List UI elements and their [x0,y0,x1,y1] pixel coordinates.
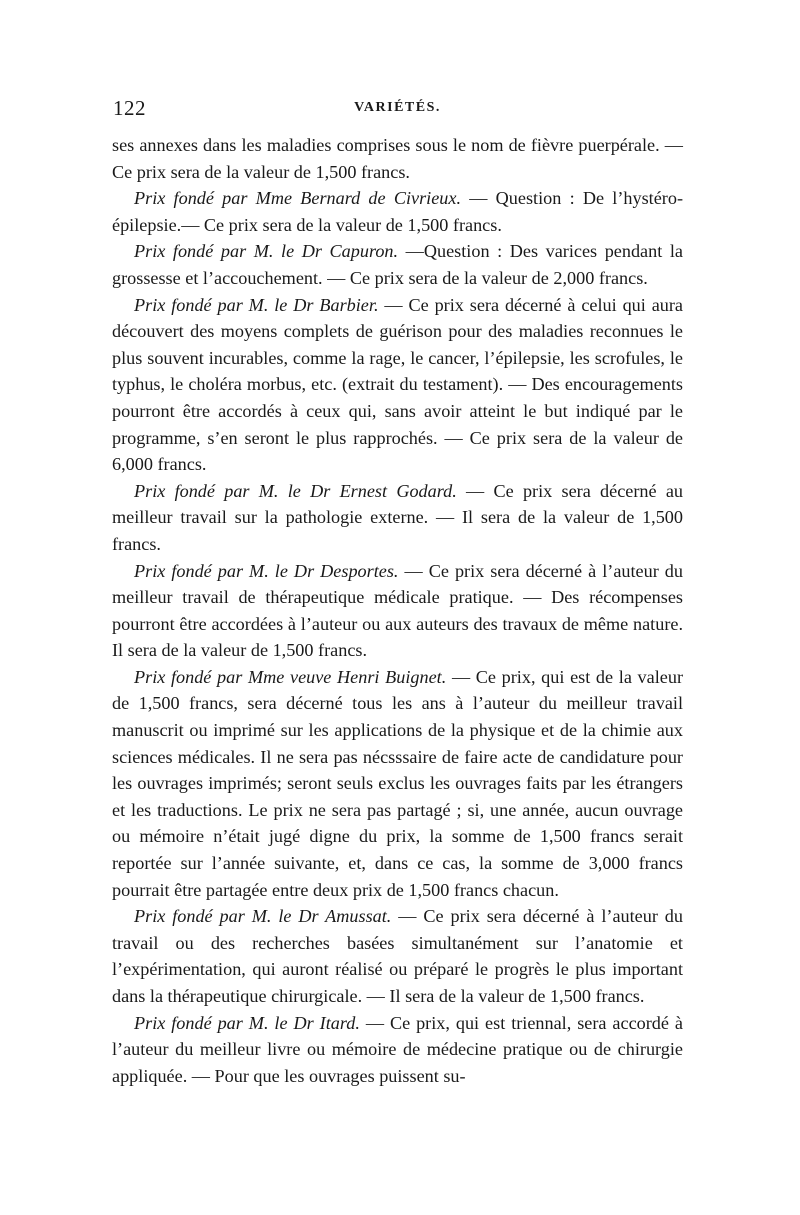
paragraph-text: — Ce prix sera décerné au meilleur travail sur la pathologie externe. — Il sera de la valeur de 1,500 francs. [112,480,684,554]
page-number: 122 [113,96,146,120]
prize-title: Prix fondé par M. le Dr Amussat. [134,906,392,927]
prize-title: Prix fondé par M. le Dr Desportes. [134,560,399,581]
paragraph-text: ses annexes dans les maladies comprises sous le nom de fièvre puerpérale. — Ce prix sera de la valeur de 1,500 francs. [112,135,683,182]
paragraph-text: — Ce prix sera décerné à celui qui aura découvert des moyens complets de guérison pour des maladies reconnues le plus souvent incurables, comme la rage, le cancer, l’épilepsie, les scrofules, le typhus, le choléra morbus, etc. (extrait du testament). — Des encouragements pourront être accordés à ceux qui, sans avoir atteint le but indiqué par le programme, s’en seront le plus rapprochés. — Ce prix sera de la valeur de 6,000 francs. [112,294,684,475]
prize-title: Prix fondé par M. le Dr Ernest Godard. [134,480,457,501]
paragraph-text: — Ce prix, qui est de la valeur de 1,500 francs, sera décerné tous les ans à l’auteur du meilleur travail manuscrit ou imprimé sur les applications de la physique et de la chimie aux sciences médicales. Il ne sera pas nécsssaire de faire acte de candidature pour les ouvrages imprimés; seront seuls exclus les ouvrages faits par les étrangers et les traductions. Le prix ne sera pas partagé ; si, une année, aucun ouvrage ou mémoire n’était jugé digne du prix, la somme de 1,500 francs serait reportée sur l’année suivante, et, dans ce cas, la somme de 3,000 francs pourrait être partagée entre deux prix de 1,500 francs chacun. [112,666,683,900]
paragraph-text: — Ce prix sera décerné à l’auteur du travail ou des recherches basées simultanément sur l’anatomie et l’expérimentation, qui auront réalisé ou préparé le progrès le plus important dans la thérapeutique chirurgicale. — Il sera de la valeur de 1,500 francs. [112,906,683,1006]
paragraph-text: — Ce prix, qui est triennal, sera accordé à l’auteur du meilleur livre ou mémoire de médecine pratique ou de chirurgie appliquée. — Pour que les ouvrages puissent su- [112,1012,683,1086]
page-header [113,96,682,126]
paragraph-text: — Ce prix sera décerné à l’auteur du meilleur travail de thérapeutique médicale pratique. — Des récompenses pourront être accordées à l’auteur ou aux auteurs des travaux de même nature. Il sera de la valeur de 1,500 francs. [112,560,683,661]
prize-paragraph [112,903,683,1009]
prize-title: Prix fondé par M. le Dr Capuron. [134,241,399,262]
prize-title: Prix fondé par Mme veuve Henri Buignet. [134,666,447,687]
prize-title: Prix fondé par M. le Dr Barbier. [134,294,379,315]
prize-paragraph [112,1010,683,1090]
body-text [112,132,683,1089]
paragraph [112,132,683,185]
prize-paragraph [112,478,683,558]
prize-title: Prix fondé par M. le Dr Itard. [134,1012,360,1033]
paragraph-text: —Question : Des varices pendant la grossesse et l’accouchement. — Ce prix sera de la valeur de 2,000 francs. [112,241,683,288]
prize-paragraph [112,185,683,238]
prize-paragraph [112,238,683,291]
running-head: VARIÉTÉS. [354,100,441,115]
prize-paragraph [112,664,683,903]
prize-title: Prix fondé par Mme Bernard de Civrieux. [134,188,462,209]
paragraph-text: — Question : De l’hystéro-épilepsie.— Ce prix sera de la valeur de 1,500 francs. [112,188,683,235]
prize-paragraph [112,558,683,664]
prize-paragraph [112,292,683,478]
